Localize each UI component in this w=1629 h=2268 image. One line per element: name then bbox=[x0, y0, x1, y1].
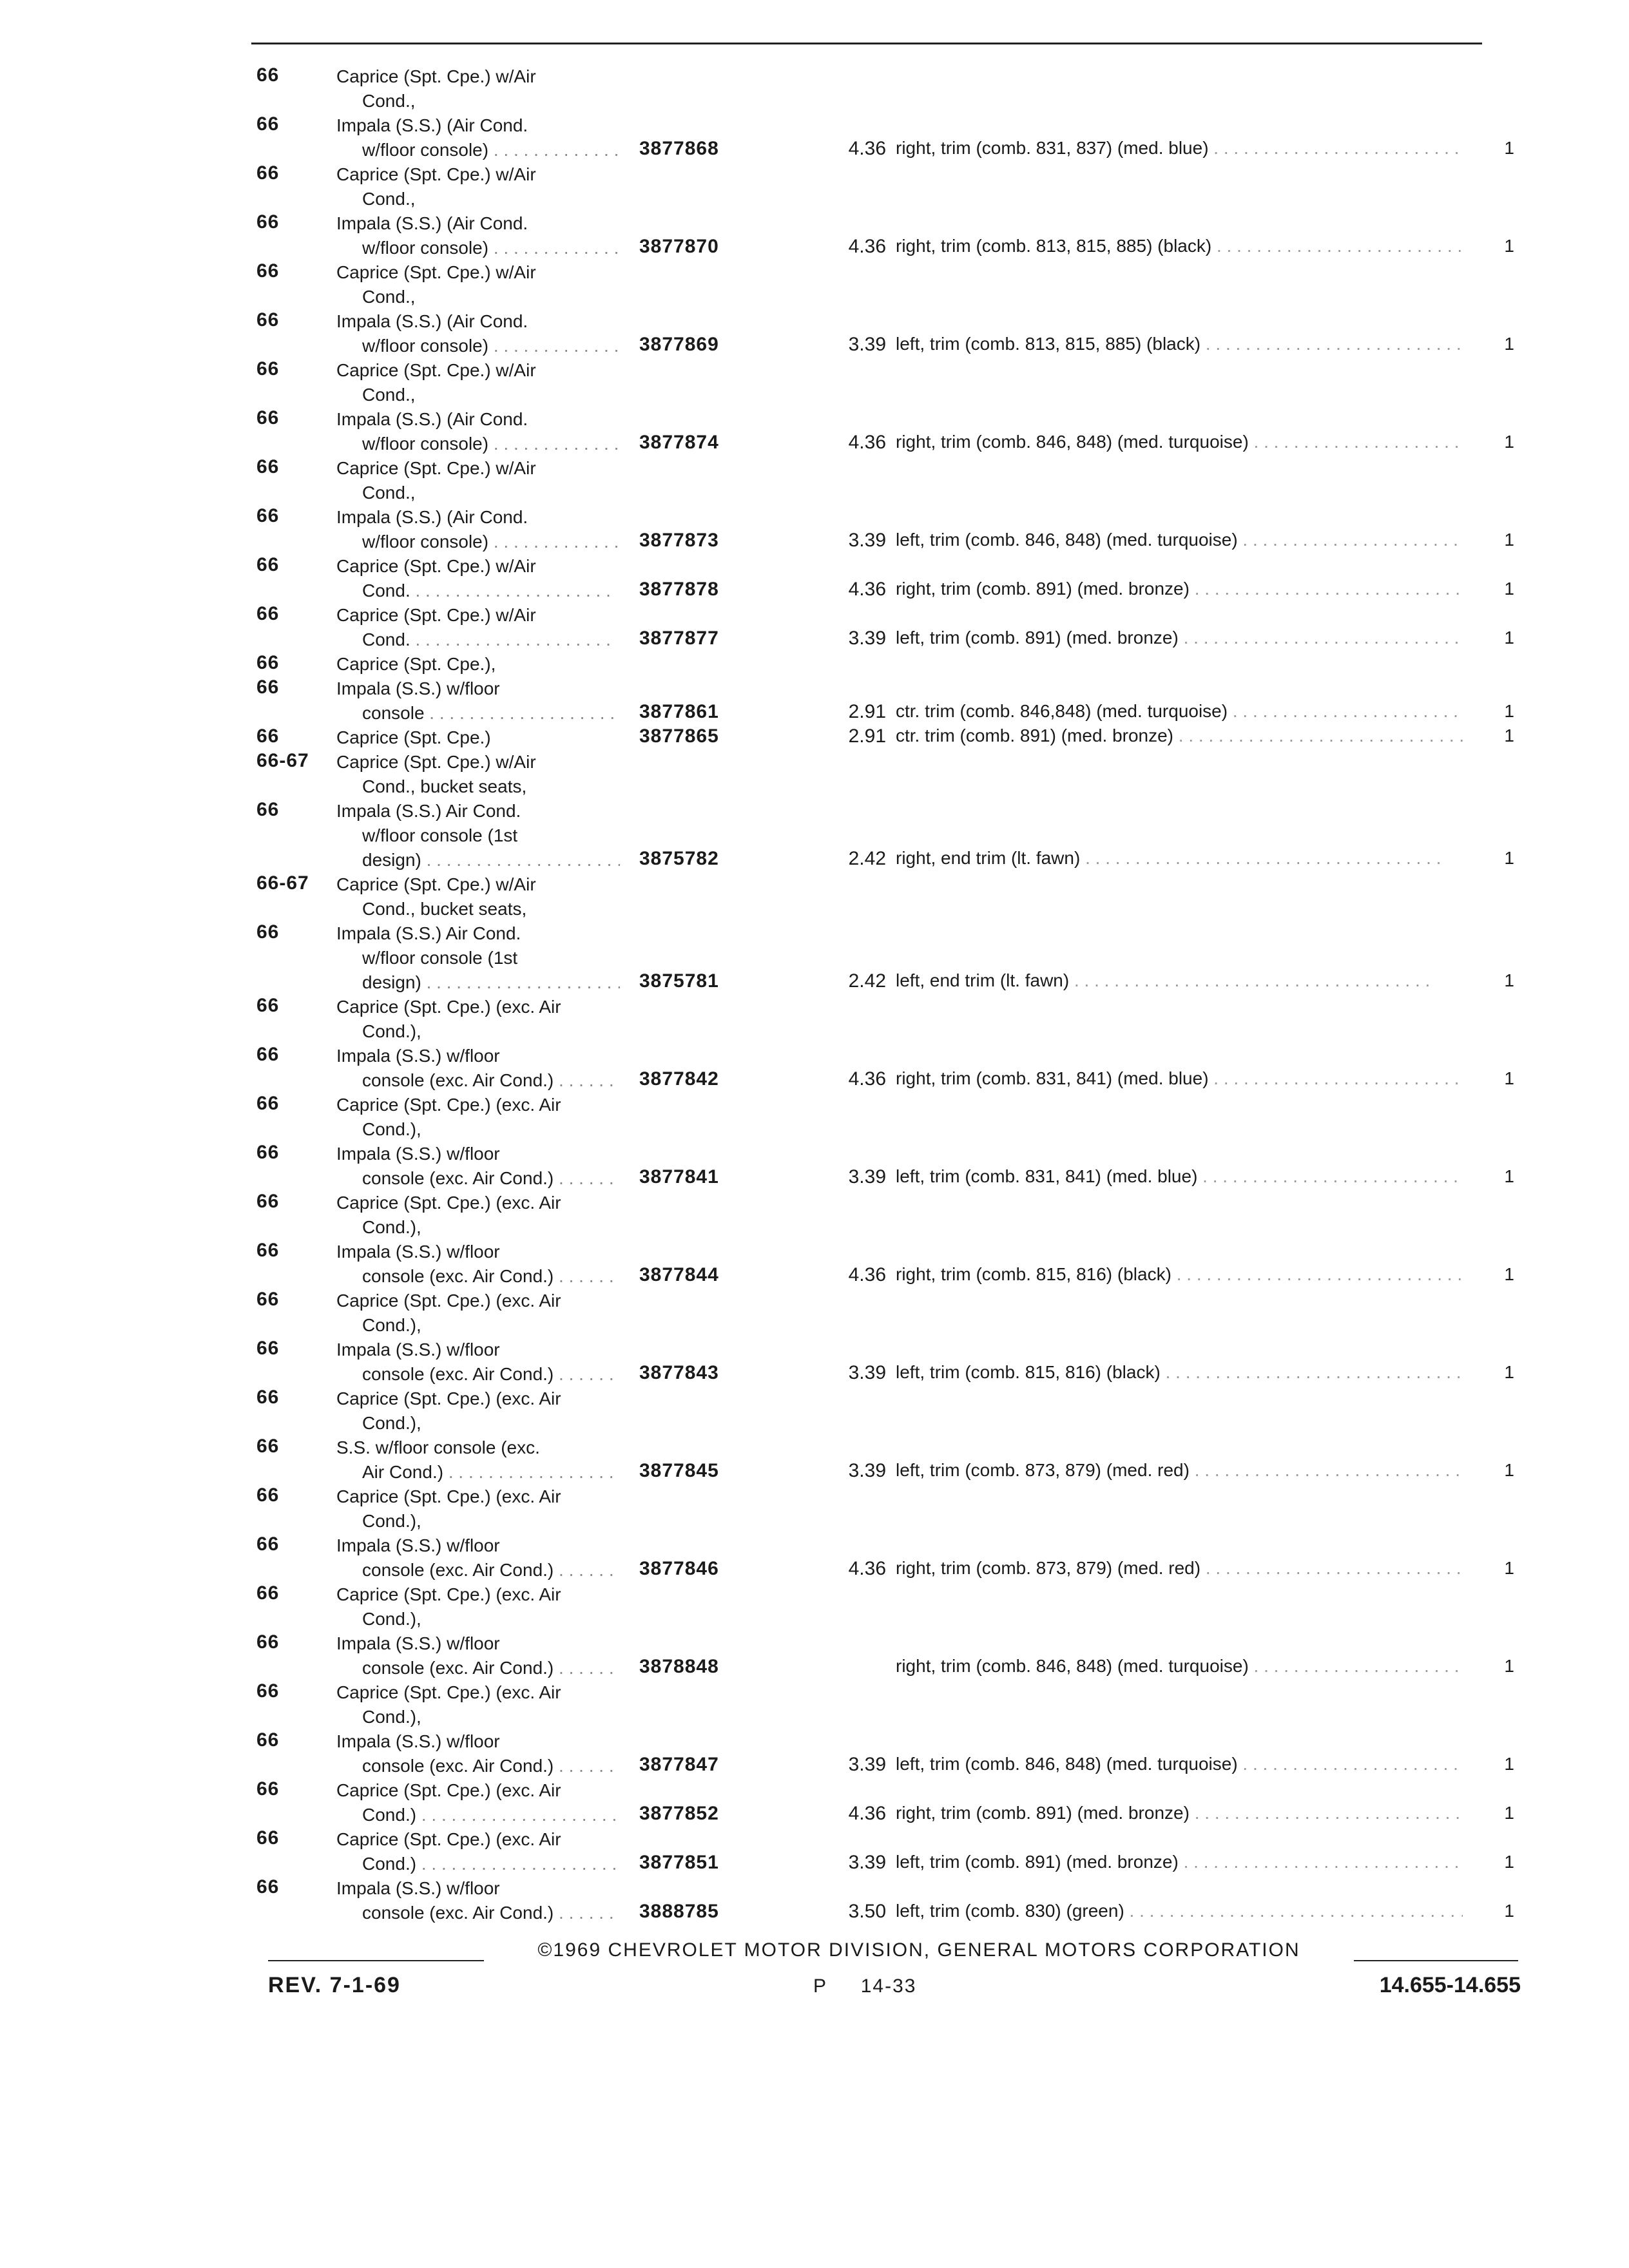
model-line: Caprice (Spt. Cpe.) (exc. Air bbox=[336, 1389, 561, 1408]
model-year: 66 bbox=[256, 1827, 280, 1849]
copyright-line bbox=[268, 1939, 1518, 1968]
list-price: 2.91 bbox=[848, 701, 886, 722]
part-description: right, trim (comb. 846, 848) (med. turquoise) . . . bbox=[896, 432, 1463, 452]
part-description: right, trim (comb. 873, 879) (med. red) . . . bbox=[896, 1558, 1463, 1579]
model-description bbox=[336, 872, 620, 921]
model-description bbox=[336, 1485, 620, 1533]
model-line: Impala (S.S.) (Air Cond. bbox=[336, 115, 528, 135]
model-line: Cond., bbox=[362, 287, 416, 307]
model-line: Impala (S.S.) Air Cond. bbox=[336, 801, 521, 821]
quantity: 1 bbox=[1504, 1068, 1514, 1088]
table-row bbox=[251, 1335, 1514, 1384]
model-description bbox=[336, 1240, 620, 1289]
list-price: 4.36 bbox=[848, 432, 886, 453]
model-description bbox=[336, 64, 620, 113]
model-line: Caprice (Spt. Cpe.) w/Air bbox=[336, 262, 536, 282]
model-line: Cond.), bbox=[362, 1707, 421, 1727]
parts-list bbox=[251, 62, 1514, 1923]
model-line: Impala (S.S.) (Air Cond. bbox=[336, 507, 528, 527]
model-description bbox=[336, 995, 620, 1044]
model-description bbox=[336, 1729, 620, 1778]
model-line: Caprice (Spt. Cpe.) (exc. Air bbox=[336, 1486, 561, 1506]
model-line: console (exc. Air Cond.) . . . bbox=[336, 1656, 620, 1680]
model-line: console (exc. Air Cond.) . . . bbox=[336, 1362, 620, 1387]
model-year: 66 bbox=[256, 64, 280, 86]
model-line: Caprice (Spt. Cpe.) w/Air bbox=[336, 752, 536, 772]
part-description: right, end trim (lt. fawn) . . . bbox=[896, 848, 1463, 869]
model-line: Caprice (Spt. Cpe.) (exc. Air bbox=[336, 1682, 561, 1702]
model-year: 66 bbox=[256, 456, 280, 477]
quantity: 1 bbox=[1504, 1656, 1514, 1676]
model-line: console (exc. Air Cond.) . . . bbox=[336, 1901, 620, 1925]
model-description bbox=[336, 603, 620, 652]
model-description bbox=[336, 358, 620, 407]
model-line: console . . . bbox=[336, 701, 620, 726]
table-row bbox=[251, 1580, 1514, 1629]
model-line: console (exc. Air Cond.) . . . bbox=[336, 1068, 620, 1093]
model-year: 66 bbox=[256, 995, 280, 1016]
model-line: Cond.), bbox=[362, 1413, 421, 1433]
table-row bbox=[251, 111, 1514, 160]
model-line: Impala (S.S.) (Air Cond. bbox=[336, 311, 528, 331]
model-line: Cond., bbox=[362, 91, 416, 111]
model-line: Cond., bbox=[362, 189, 416, 209]
part-number: 3877878 bbox=[639, 579, 719, 600]
copyright-rule-left bbox=[268, 1960, 484, 1961]
part-description: left, trim (comb. 873, 879) (med. red) . . . bbox=[896, 1460, 1463, 1481]
model-line: Cond., bucket seats, bbox=[362, 899, 527, 919]
model-year: 66 bbox=[256, 1582, 280, 1604]
model-description bbox=[336, 1044, 620, 1093]
part-number: 3875781 bbox=[639, 970, 719, 992]
model-year: 66 bbox=[256, 1240, 280, 1261]
model-description bbox=[336, 505, 620, 554]
model-year: 66 bbox=[256, 1729, 280, 1751]
model-description bbox=[336, 1631, 620, 1680]
model-line: Cond.), bbox=[362, 1511, 421, 1531]
model-line: Caprice (Spt. Cpe.) w/Air bbox=[336, 360, 536, 380]
model-year: 66 bbox=[256, 162, 280, 184]
part-description: right, trim (comb. 891) (med. bronze) . . . bbox=[896, 1803, 1463, 1823]
model-line: Caprice (Spt. Cpe.) w/Air bbox=[336, 605, 536, 625]
quantity: 1 bbox=[1504, 628, 1514, 648]
table-row bbox=[251, 307, 1514, 356]
model-description bbox=[336, 1142, 620, 1191]
table-row bbox=[251, 209, 1514, 258]
model-line: console (exc. Air Cond.) . . . bbox=[336, 1754, 620, 1778]
model-line: Cond.) . . . bbox=[336, 1803, 620, 1827]
table-row bbox=[251, 1825, 1514, 1874]
list-price: 3.39 bbox=[848, 1362, 886, 1383]
table-row bbox=[251, 1776, 1514, 1825]
quantity: 1 bbox=[1504, 848, 1514, 868]
model-year: 66 bbox=[256, 113, 280, 135]
model-line: Cond.), bbox=[362, 1609, 421, 1629]
part-number: 3877868 bbox=[639, 138, 719, 159]
model-year: 66 bbox=[256, 1533, 280, 1555]
model-description bbox=[336, 1876, 620, 1925]
table-row bbox=[251, 1286, 1514, 1335]
model-year: 66 bbox=[256, 1044, 280, 1065]
copyright-text: ©1969 CHEVROLET MOTOR DIVISION, GENERAL MOTORS CORPORATION bbox=[537, 1939, 1300, 1961]
table-row bbox=[251, 160, 1514, 209]
model-year: 66 bbox=[256, 1191, 280, 1212]
part-description: ctr. trim (comb. 846,848) (med. turquoise) . . . bbox=[896, 701, 1463, 722]
part-description: left, trim (comb. 813, 815, 885) (black) . . . bbox=[896, 334, 1463, 354]
model-line: Cond.), bbox=[362, 1315, 421, 1335]
model-description bbox=[336, 1778, 620, 1827]
model-line: Impala (S.S.) w/floor bbox=[336, 1144, 500, 1164]
page-prefix: P bbox=[813, 1975, 828, 1997]
model-line: Caprice (Spt. Cpe.) w/Air bbox=[336, 164, 536, 184]
model-line: Caprice (Spt. Cpe.) w/Air bbox=[336, 556, 536, 576]
model-year: 66 bbox=[256, 1142, 280, 1163]
list-price: 3.39 bbox=[848, 1852, 886, 1873]
quantity: 1 bbox=[1504, 1264, 1514, 1284]
model-year: 66 bbox=[256, 603, 280, 624]
model-line: w/floor console) . . . bbox=[336, 138, 620, 162]
table-row bbox=[251, 1041, 1514, 1090]
model-line: design) . . . bbox=[336, 848, 620, 872]
table-row bbox=[251, 503, 1514, 552]
model-year: 66 bbox=[256, 211, 280, 233]
model-line: Cond.), bbox=[362, 1217, 421, 1237]
model-year: 66 bbox=[256, 1436, 280, 1457]
quantity: 1 bbox=[1504, 1460, 1514, 1480]
part-description: left, trim (comb. 846, 848) (med. turquoise) . . . bbox=[896, 1754, 1463, 1774]
quantity: 1 bbox=[1504, 236, 1514, 256]
model-line: Caprice (Spt. Cpe.) (exc. Air bbox=[336, 1095, 561, 1115]
table-row bbox=[251, 674, 1514, 723]
model-description bbox=[336, 799, 620, 872]
part-number: 3877869 bbox=[639, 334, 719, 355]
model-line: Caprice (Spt. Cpe.) w/Air bbox=[336, 458, 536, 478]
quantity: 1 bbox=[1504, 1558, 1514, 1578]
model-description bbox=[336, 554, 620, 603]
quantity: 1 bbox=[1504, 138, 1514, 158]
part-description: left, trim (comb. 815, 816) (black) . . . bbox=[896, 1362, 1463, 1383]
model-line: Impala (S.S.) w/floor bbox=[336, 1535, 500, 1555]
table-row bbox=[251, 992, 1514, 1041]
list-price: 2.91 bbox=[848, 726, 886, 747]
part-number: 3877841 bbox=[639, 1166, 719, 1187]
table-row bbox=[251, 870, 1514, 919]
model-year: 66 bbox=[256, 1876, 280, 1898]
model-line: Impala (S.S.) (Air Cond. bbox=[336, 213, 528, 233]
part-number: 3875782 bbox=[639, 848, 719, 869]
quantity: 1 bbox=[1504, 1803, 1514, 1823]
part-number: 3877870 bbox=[639, 236, 719, 257]
part-number: 3877844 bbox=[639, 1264, 719, 1285]
list-price: 3.39 bbox=[848, 530, 886, 551]
model-line: Impala (S.S.) w/floor bbox=[336, 1731, 500, 1751]
part-description: right, trim (comb. 846, 848) (med. turquoise) . . . bbox=[896, 1656, 1463, 1677]
model-line: Impala (S.S.) w/floor bbox=[336, 1340, 500, 1360]
model-line: console (exc. Air Cond.) . . . bbox=[336, 1166, 620, 1191]
model-year: 66 bbox=[256, 677, 280, 698]
part-number: 3877842 bbox=[639, 1068, 719, 1090]
part-number: 3877877 bbox=[639, 628, 719, 649]
model-line: w/floor console) . . . bbox=[336, 334, 620, 358]
model-line: Caprice (Spt. Cpe.) (exc. Air bbox=[336, 1584, 561, 1604]
model-line: Caprice (Spt. Cpe.) (exc. Air bbox=[336, 1780, 561, 1800]
model-year: 66 bbox=[256, 358, 280, 380]
page-number-value: 14-33 bbox=[860, 1975, 917, 1997]
model-year: 66 bbox=[256, 1093, 280, 1114]
model-line: design) . . . bbox=[336, 970, 620, 995]
model-line: Caprice (Spt. Cpe.) (exc. Air bbox=[336, 1291, 561, 1311]
list-price: 3.39 bbox=[848, 1460, 886, 1481]
table-row bbox=[251, 405, 1514, 454]
model-year: 66 bbox=[256, 260, 280, 282]
table-row bbox=[251, 1139, 1514, 1188]
model-line: Caprice (Spt. Cpe.) w/Air bbox=[336, 874, 536, 894]
model-line: Caprice (Spt. Cpe.) (exc. Air bbox=[336, 997, 561, 1017]
part-number: 3877851 bbox=[639, 1852, 719, 1873]
model-line: Impala (S.S.) w/floor bbox=[336, 1878, 500, 1898]
table-row bbox=[251, 919, 1514, 992]
table-row bbox=[251, 1188, 1514, 1237]
model-description bbox=[336, 750, 620, 799]
part-description: left, trim (comb. 830) (green) . . . bbox=[896, 1901, 1463, 1921]
model-description bbox=[336, 407, 620, 456]
model-year: 66 bbox=[256, 1485, 280, 1506]
part-description: left, trim (comb. 891) (med. bronze) . . . bbox=[896, 628, 1463, 648]
list-price: 4.36 bbox=[848, 1558, 886, 1579]
group-range: 14.655-14.655 bbox=[1379, 1973, 1521, 1997]
model-line: Caprice (Spt. Cpe.) bbox=[336, 727, 491, 747]
model-description bbox=[336, 456, 620, 505]
table-row bbox=[251, 649, 1514, 674]
list-price: 3.39 bbox=[848, 334, 886, 355]
page-number bbox=[813, 1975, 916, 1997]
list-price: 4.36 bbox=[848, 138, 886, 159]
model-line: Cond., bbox=[362, 483, 416, 503]
model-line: Cond., bucket seats, bbox=[362, 776, 527, 796]
model-line: Cond. . . . bbox=[336, 579, 620, 603]
model-line: Cond. . . . bbox=[336, 628, 620, 652]
part-description: right, trim (comb. 813, 815, 885) (black) . . . bbox=[896, 236, 1463, 256]
table-row bbox=[251, 552, 1514, 601]
part-number: 3877846 bbox=[639, 1558, 719, 1579]
model-description bbox=[336, 1387, 620, 1436]
list-price: 3.50 bbox=[848, 1901, 886, 1922]
model-description bbox=[336, 1680, 620, 1729]
table-row bbox=[251, 1433, 1514, 1482]
part-number: 3877847 bbox=[639, 1754, 719, 1775]
model-description bbox=[336, 1582, 620, 1631]
part-number: 3877845 bbox=[639, 1460, 719, 1481]
model-line: Caprice (Spt. Cpe.) (exc. Air bbox=[336, 1829, 561, 1849]
table-row bbox=[251, 723, 1514, 747]
model-year: 66 bbox=[256, 407, 280, 428]
model-description bbox=[336, 1533, 620, 1582]
part-description: left, trim (comb. 891) (med. bronze) . . . bbox=[896, 1852, 1463, 1872]
model-description bbox=[336, 921, 620, 995]
part-description: right, trim (comb. 815, 816) (black) . . . bbox=[896, 1264, 1463, 1285]
model-description bbox=[336, 1827, 620, 1876]
model-year: 66 bbox=[256, 1680, 280, 1702]
table-row bbox=[251, 1384, 1514, 1433]
model-line: Impala (S.S.) (Air Cond. bbox=[336, 409, 528, 429]
model-year: 66-67 bbox=[256, 750, 309, 771]
table-row bbox=[251, 747, 1514, 796]
part-number: 3877874 bbox=[639, 432, 719, 453]
model-year: 66 bbox=[256, 921, 280, 943]
model-description bbox=[336, 1191, 620, 1240]
model-line: w/floor console) . . . bbox=[336, 432, 620, 456]
model-description bbox=[336, 113, 620, 162]
part-number: 3877843 bbox=[639, 1362, 719, 1383]
model-line: w/floor console (1st bbox=[362, 825, 518, 845]
model-line: Caprice (Spt. Cpe.) w/Air bbox=[336, 66, 536, 86]
model-line: Cond.), bbox=[362, 1021, 421, 1041]
model-description bbox=[336, 726, 620, 750]
model-year: 66 bbox=[256, 505, 280, 526]
model-year: 66 bbox=[256, 309, 280, 331]
part-number: 3888785 bbox=[639, 1901, 719, 1922]
table-row bbox=[251, 1678, 1514, 1727]
model-line: Impala (S.S.) w/floor bbox=[336, 1242, 500, 1262]
model-year: 66 bbox=[256, 1778, 280, 1800]
model-year: 66 bbox=[256, 554, 280, 575]
table-row bbox=[251, 1531, 1514, 1580]
list-price: 3.39 bbox=[848, 628, 886, 649]
table-row bbox=[251, 1629, 1514, 1678]
quantity: 1 bbox=[1504, 579, 1514, 599]
list-price: 4.36 bbox=[848, 1803, 886, 1824]
list-price: 3.39 bbox=[848, 1754, 886, 1775]
model-year: 66 bbox=[256, 1387, 280, 1408]
model-line: w/floor console) . . . bbox=[336, 530, 620, 554]
part-description: left, end trim (lt. fawn) . . . bbox=[896, 970, 1463, 991]
part-description: left, trim (comb. 831, 841) (med. blue) . . . bbox=[896, 1166, 1463, 1187]
model-description bbox=[336, 162, 620, 211]
model-line: w/floor console) . . . bbox=[336, 236, 620, 260]
model-year: 66 bbox=[256, 652, 280, 673]
quantity: 1 bbox=[1504, 432, 1514, 452]
list-price: 4.36 bbox=[848, 1068, 886, 1090]
table-row bbox=[251, 1482, 1514, 1531]
table-row bbox=[251, 1874, 1514, 1923]
list-price: 4.36 bbox=[848, 579, 886, 600]
list-price: 2.42 bbox=[848, 970, 886, 992]
model-line: Impala (S.S.) w/floor bbox=[336, 1046, 500, 1066]
model-year: 66 bbox=[256, 799, 280, 820]
model-line: Cond.) . . . bbox=[336, 1852, 620, 1876]
list-price: 4.36 bbox=[848, 1264, 886, 1285]
model-description bbox=[336, 211, 620, 260]
model-line: Cond., bbox=[362, 385, 416, 405]
quantity: 1 bbox=[1504, 530, 1514, 550]
model-line: S.S. w/floor console (exc. bbox=[336, 1437, 540, 1457]
model-line: console (exc. Air Cond.) . . . bbox=[336, 1264, 620, 1289]
model-line: Cond.), bbox=[362, 1119, 421, 1139]
quantity: 1 bbox=[1504, 1166, 1514, 1186]
part-description: right, trim (comb. 891) (med. bronze) . . . bbox=[896, 579, 1463, 599]
model-description bbox=[336, 1436, 620, 1485]
part-description: left, trim (comb. 846, 848) (med. turquoise) . . . bbox=[896, 530, 1463, 550]
model-line: Caprice (Spt. Cpe.) (exc. Air bbox=[336, 1193, 561, 1213]
table-row bbox=[251, 601, 1514, 649]
model-line: w/floor console (1st bbox=[362, 948, 518, 968]
table-row bbox=[251, 1090, 1514, 1139]
part-description: right, trim (comb. 831, 837) (med. blue) . . . bbox=[896, 138, 1463, 159]
model-description bbox=[336, 1093, 620, 1142]
list-price: 3.39 bbox=[848, 1166, 886, 1187]
table-row bbox=[251, 796, 1514, 870]
copyright-rule-right bbox=[1354, 1960, 1518, 1961]
model-year: 66 bbox=[256, 1631, 280, 1653]
part-number: 3877873 bbox=[639, 530, 719, 551]
table-row bbox=[251, 1237, 1514, 1286]
model-year: 66 bbox=[256, 1338, 280, 1359]
revision-date: REV. 7-1-69 bbox=[268, 1973, 401, 1997]
model-year: 66 bbox=[256, 1289, 280, 1310]
model-description bbox=[336, 309, 620, 358]
quantity: 1 bbox=[1504, 726, 1514, 745]
model-line: console (exc. Air Cond.) . . . bbox=[336, 1558, 620, 1582]
table-row bbox=[251, 62, 1514, 111]
part-description: ctr. trim (comb. 891) (med. bronze) . . . bbox=[896, 726, 1463, 746]
part-number: 3877865 bbox=[639, 726, 719, 747]
part-number: 3878848 bbox=[639, 1656, 719, 1677]
table-row bbox=[251, 1727, 1514, 1776]
model-description bbox=[336, 1289, 620, 1338]
table-row bbox=[251, 258, 1514, 307]
top-rule bbox=[251, 43, 1482, 44]
part-number: 3877852 bbox=[639, 1803, 719, 1824]
model-description bbox=[336, 1338, 620, 1387]
quantity: 1 bbox=[1504, 1901, 1514, 1921]
model-description bbox=[336, 652, 620, 677]
list-price: 2.42 bbox=[848, 848, 886, 869]
model-year: 66 bbox=[256, 726, 280, 747]
list-price: 4.36 bbox=[848, 236, 886, 257]
quantity: 1 bbox=[1504, 1754, 1514, 1774]
quantity: 1 bbox=[1504, 970, 1514, 990]
quantity: 1 bbox=[1504, 1362, 1514, 1382]
model-year: 66-67 bbox=[256, 872, 309, 894]
model-line: Impala (S.S.) w/floor bbox=[336, 678, 500, 698]
part-description: right, trim (comb. 831, 841) (med. blue) . . . bbox=[896, 1068, 1463, 1089]
quantity: 1 bbox=[1504, 1852, 1514, 1872]
quantity: 1 bbox=[1504, 701, 1514, 721]
model-line: Impala (S.S.) w/floor bbox=[336, 1633, 500, 1653]
table-row bbox=[251, 454, 1514, 503]
model-line: Air Cond.) . . . bbox=[336, 1460, 620, 1485]
part-number: 3877861 bbox=[639, 701, 719, 722]
model-line: Caprice (Spt. Cpe.), bbox=[336, 654, 496, 674]
quantity: 1 bbox=[1504, 334, 1514, 354]
model-description bbox=[336, 677, 620, 726]
model-description bbox=[336, 260, 620, 309]
table-row bbox=[251, 356, 1514, 405]
model-line: Impala (S.S.) Air Cond. bbox=[336, 923, 521, 943]
